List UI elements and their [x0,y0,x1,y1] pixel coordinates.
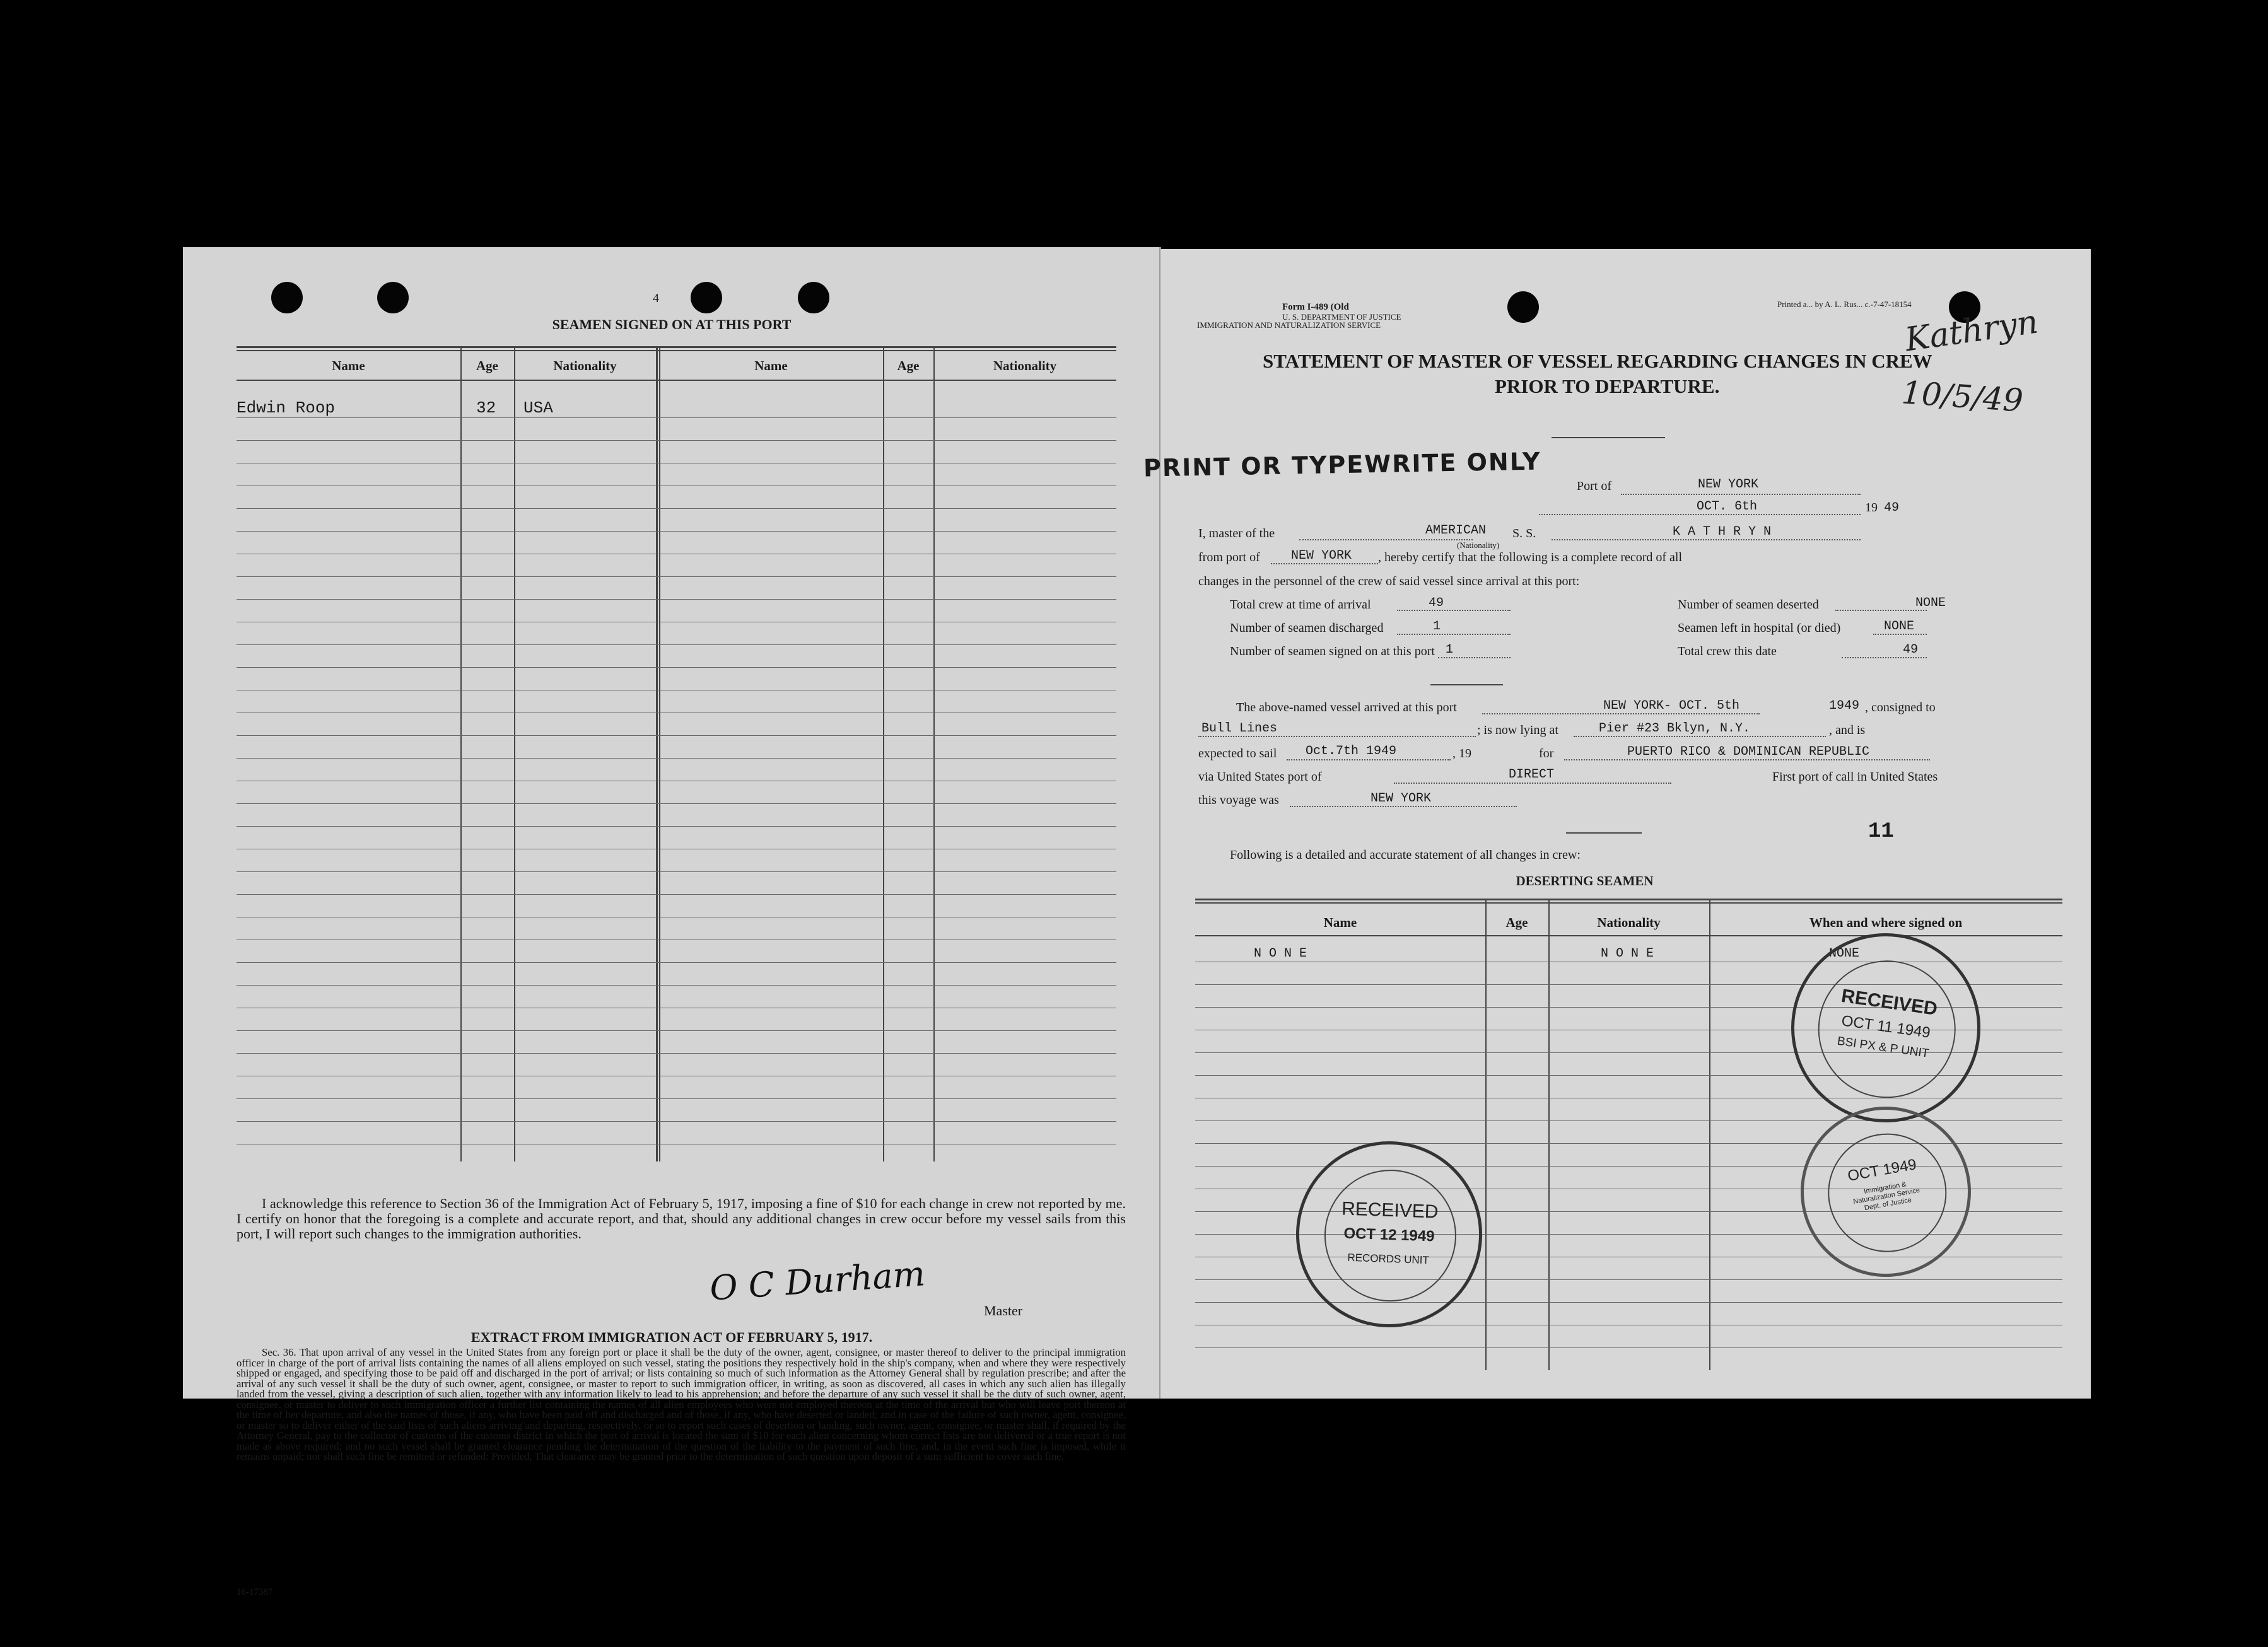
punch-hole [271,282,303,313]
d-col-age: Age [1505,915,1528,930]
table-row-line [237,735,1116,736]
table-row-line [237,440,1116,441]
received-stamp-2: RECEIVED OCT 12 1949 RECORDS UNIT [1293,1138,1485,1330]
form-title-line2: PRIOR TO DEPARTURE. [1495,375,1720,397]
col-name-2: Name [754,358,788,373]
printer-credit: Printed a... by A. L. Rus... c.-7-47-18154 [1777,300,1912,309]
table-title: SEAMEN SIGNED ON AT THIS PORT [552,317,792,332]
table-row-line [237,826,1116,827]
master-signature: O C Durham [708,1254,926,1308]
discharged-value: 1 [1433,619,1441,634]
punch-hole [691,282,722,313]
table-row-line [237,667,1116,668]
print-instruction: PRINT OR TYPEWRITE ONLY [1143,447,1541,482]
handwritten-name: Kathryn [1902,303,2041,359]
table-row-line [237,894,1116,895]
table-row-line [237,1030,1116,1031]
destination: PUERTO RICO & DOMINICAN REPUBLIC [1627,745,1870,759]
table-row-line [237,417,1116,418]
table-row-line [237,508,1116,509]
table-row-line [1195,1347,2062,1348]
acknowledgement: I acknowledge this reference to Section 36 of the Immigration Act of February 5, 1917, imposing a fine of $10 for each change in crew not reported by me. I certify on honor that the foregoing is a complete and accurate report, and that, should any additional changes in crew occur before my vessel sails from this port, I will report such changes to the immigration authorities. [237,1196,1126,1242]
deserting-title: DESERTING SEAMEN [1516,873,1654,888]
from-port-value: NEW YORK [1291,549,1352,563]
lying-value: Pier #23 Bklyn, N.Y. [1599,721,1751,736]
signed-on-value: 1 [1446,643,1454,657]
department: U. S. DEPARTMENT OF JUSTICE [1282,312,1401,322]
punch-hole [377,282,409,313]
arrived-value: NEW YORK- OCT. 5th [1603,699,1740,713]
deserting-signed-on: NONE [1829,946,1860,961]
punch-hole [1507,291,1539,323]
d-col-name: Name [1323,915,1357,930]
d-col-nationality: Nationality [1597,915,1661,930]
master-label: Master [984,1303,1023,1318]
via-port: DIRECT [1509,767,1555,782]
form-number: Form I-489 (Old [1282,302,1349,312]
ship-name: K A T H R Y N [1673,525,1772,539]
extract-title: EXTRACT FROM IMMIGRATION ACT OF FEBRUARY 5, 1917. [471,1329,873,1345]
page-number: 4 [653,291,659,305]
arrived-year: 1949 [1829,699,1860,713]
col-name: Name [332,358,365,373]
col-nationality: Nationality [553,358,617,373]
total-crew-arrival: 49 [1429,596,1444,610]
received-stamp-1: RECEIVED OCT 11 1949 BSI PX & P UNIT [1779,921,1993,1135]
hospital-value: NONE [1884,619,1915,634]
port-value: NEW YORK [1698,477,1759,492]
service: IMMIGRATION AND NATURALIZATION SERVICE [1197,320,1381,330]
col-age: Age [476,358,498,373]
table-row-line [237,985,1116,986]
col-nationality-2: Nationality [993,358,1057,373]
table-row-line [237,644,1116,645]
punch-hole [798,282,829,313]
date-value: OCT. 6th [1697,499,1758,514]
left-page [183,247,1160,1597]
handwritten-date: 10/5/49 [1900,374,2025,419]
table-row-line [237,803,1116,804]
deserting-name: N O N E [1254,946,1307,961]
expected-sail: Oct.7th 1949 [1306,744,1397,759]
table-row-line [237,1098,1116,1099]
right-page: Form I-489 (Old U. S. DEPARTMENT OF JUSTICE IMMIGRATION AND NATURALIZATION SERVICE Printed a... by A. L. Rus... c.-7-47-18154 Kathryn 10/5/49 STATEMENT OF MASTER OF VESSEL REGARDING CHANGES IN CREW PRIOR TO DEPARTURE. PRINT OR TYPEWRITE ONLY Port of NEW YORK OCT. 6th 19 49 I, master of the AMERICAN (Nationality) S. S. K A T H R Y N from port of NEW YORK , hereby certify that the following is a complete record of all changes in the personnel of the crew of said vessel since arrival at this port: Total crew at time of arrival 49 Number of seamen discharged 1 Number of seamen signed on at this port 1 Number of seamen deserted NONE Seamen left in hospital (or died) NONE Total crew this date 49 The above-named vessel arrived at this port NEW YORK- OCT. 5th 1949 , consigned to Bull Lines ; is now lying at Pier #23 Bklyn, N.Y. , and is expected to sail Oct.7th 1949 , 19 for PUERTO RICO & DOMINICAN REPUBLIC via United States port of DIRECT First port of call in United States this voyage was NEW YORK 11 Following is a detailed and accurate statement of all changes in crew: DESERTING SEAMEN Name Age Nationality When and where signed on N O N E N O N E NONE RECEIVED OCT 11 1949 BSI PX & P UNIT OCT 1949 Immigration & Naturalization Service Dept. of Justice RECEIVED OCT 12 1949 RECORDS UNIT [1160,249,2091,1399]
table-row-line [237,1053,1116,1054]
form-title-line1: STATEMENT OF MASTER OF VESSEL REGARDING CHANGES IN CREW [1263,350,1932,372]
deserting-nationality: N O N E [1601,946,1654,961]
table-row-line [237,531,1116,532]
table-row-line [237,1121,1116,1122]
nationality-value: AMERICAN [1425,523,1487,538]
page-mark: 11 [1868,820,1894,844]
seaman-nationality: USA [523,399,553,417]
table-row-line [237,599,1116,600]
seaman-age: 32 [476,399,496,417]
table-row-line [237,871,1116,872]
total-crew-date: 49 [1903,643,1919,657]
table-row-line [237,758,1116,759]
service-stamp: OCT 1949 Immigration & Naturalization Service Dept. of Justice [1787,1093,1985,1291]
form-code: 16-17387 [237,1587,273,1597]
table-row-line [237,962,1116,963]
table-row-line [237,576,1116,577]
year-value: 49 [1884,501,1900,515]
d-col-signed-on: When and where signed on [1809,915,1963,930]
col-age-2: Age [897,358,920,373]
consignee: Bull Lines [1201,721,1278,736]
voyage-port: NEW YORK [1371,791,1432,806]
extract-text: Sec. 36. That upon arrival of any vessel in the United States from any foreign port or place it shall be the duty of the owner, agent, consignee, or master thereof to deliver to the principal immigration officer in charge of the port of arrival lists containing the names of all aliens employed on such vessel, stating the positions they respectively hold in the ship's company, when and where they were respectively shipped or engaged, and specifying those to be paid off and discharged in the port of arrival; or lists containing so much of such information as the Attorney General shall by regulation prescribe; and after the arrival of any such vessel it shall be the duty of such owner, agent, consignee, or master to report to such immigration officer, in writing, as soon as discovered, all cases in which any such alien has illegally landed from the vessel, giving a description of such alien, together with any information likely to lead to his apprehension; and before the departure of any such vessel it shall be the duty of such owner, agent, consignee, or master to deliver to such immigration officer a further list containing the names of all alien employees who were not employed thereon at the time of the arrival but who will leave port thereon at the time of her departure, and also the names of those, if any, who have been paid off and discharged and of those, if any, who have deserted or landed; and in case of the failure of such owner, agent, consignee, or master so to deliver either of the said lists of such aliens arriving and departing, respectively, or so to report such cases of desertion or landing, such owner, agent, consignee, or master shall, if required by the Attorney General, pay to the collector of customs of the customs district in which the port of arrival is located the sum of $10 for each alien concerning whom correct lists are not delivered or a true report is not made as above required; and no such vessel shall be granted clearance pending the determination of the question of the liability to the payment of such fine, and, in the event such fine is imposed, while it remains unpaid; nor shall such fine be remitted or refunded: Provided, That clearance may be granted prior to the determination of such question upon deposit of a sum sufficient to cover such fine. [237,1346,1126,1462]
seaman-name: Edwin Roop [237,399,336,417]
deserted-value: NONE [1915,596,1946,610]
